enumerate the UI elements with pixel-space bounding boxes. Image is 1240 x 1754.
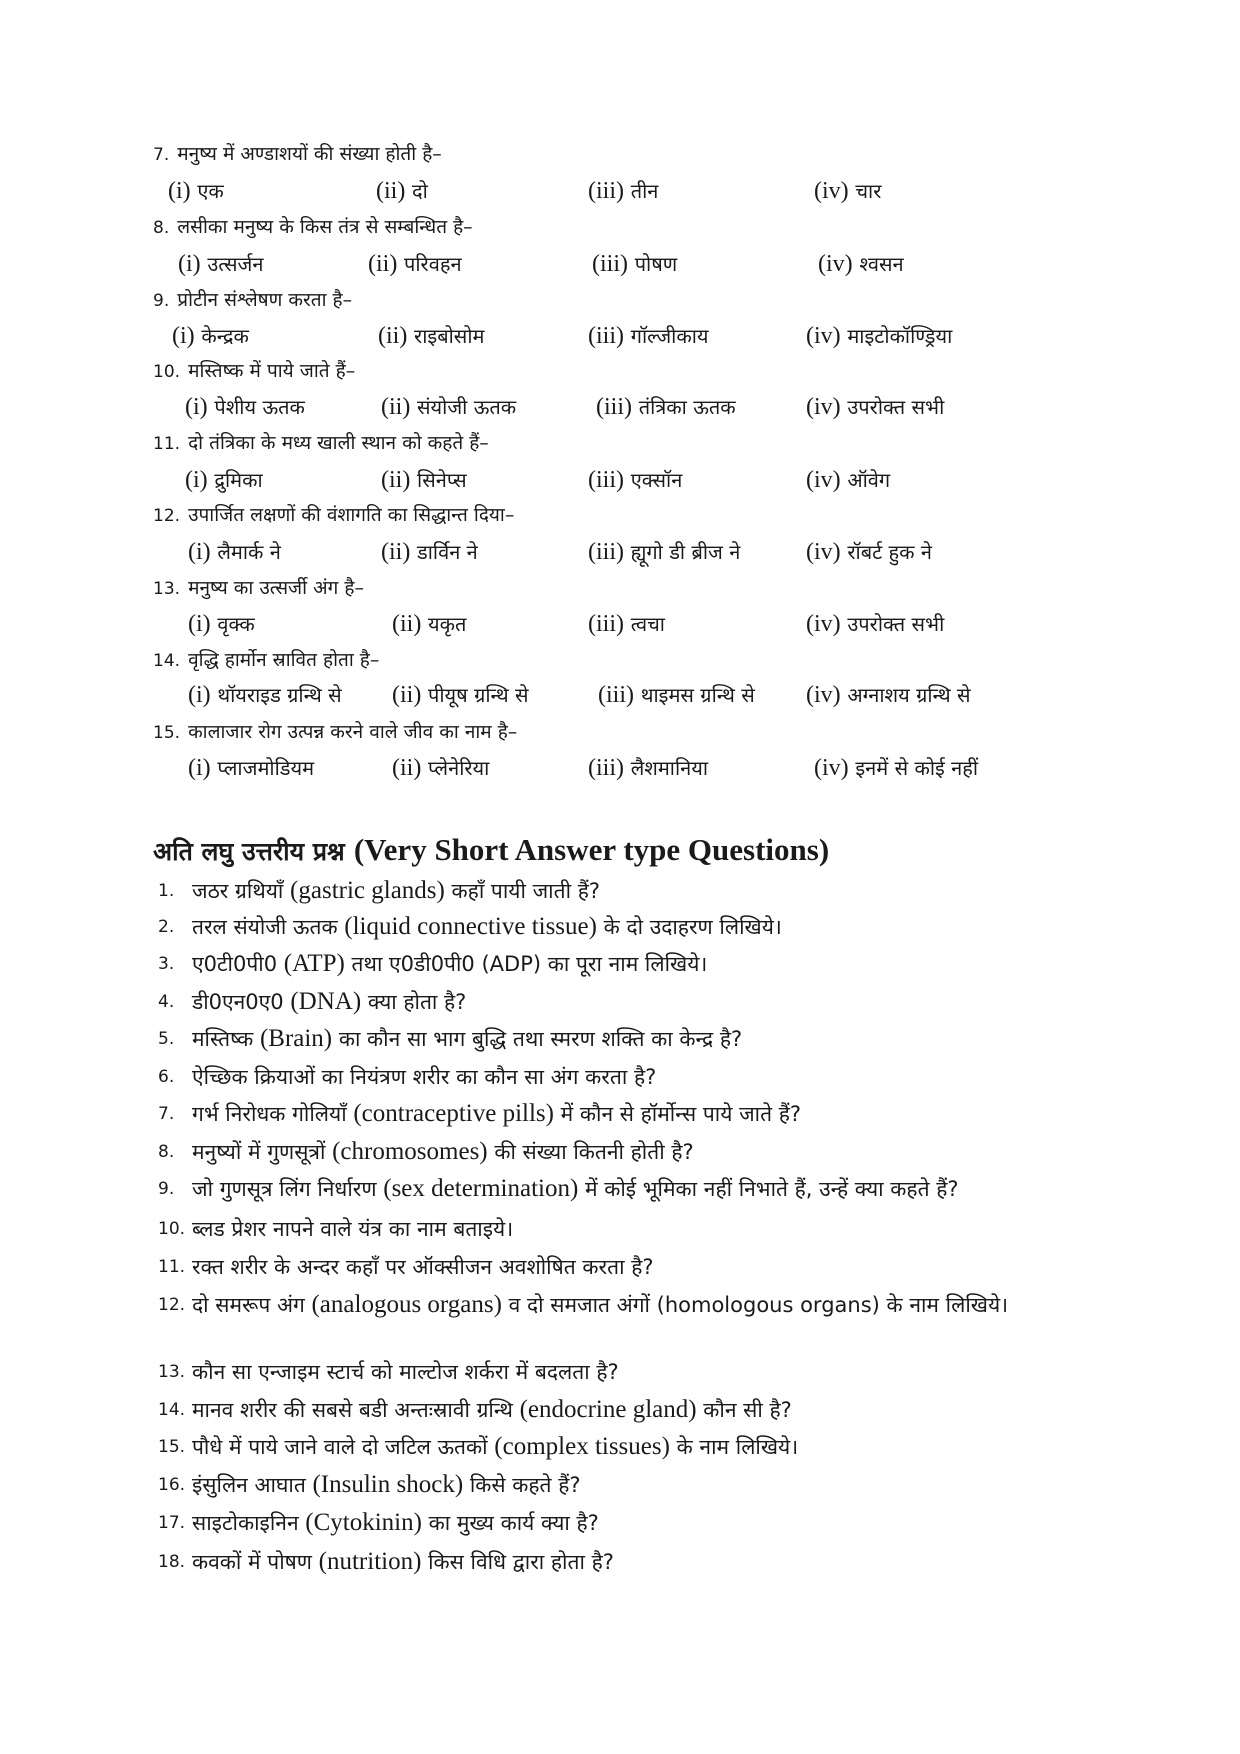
vsa-text [192, 1022, 1118, 1056]
vsa-text-english: (Cytokinin) [305, 1509, 422, 1536]
vsa-number: 5. [158, 1029, 175, 1049]
option-numeral: (i) [188, 682, 211, 708]
mcq-options [0, 680, 1240, 710]
question-number: 9. [153, 291, 170, 311]
mcq-option [172, 321, 249, 351]
mcq-option [592, 249, 677, 279]
vsa-text-rest: की संख्या कितनी होती है? [487, 1140, 694, 1164]
mcq-option [806, 465, 890, 495]
option-numeral: (i) [185, 394, 208, 420]
vsa-text-english: (Brain) [259, 1025, 333, 1052]
option-text: सिनेप्स [417, 468, 467, 492]
mcq-option [588, 465, 682, 495]
vsa-text-english: (chromosomes) [332, 1138, 488, 1165]
mcq-option [814, 176, 881, 206]
option-numeral: (iii) [588, 539, 624, 565]
option-numeral: (ii) [381, 539, 411, 565]
vsa-text-rest: तथा ए0डी0पी0 (ADP) का पूरा नाम लिखिये। [344, 952, 708, 976]
option-text: त्वचा [630, 612, 665, 636]
mcq-option [376, 176, 428, 206]
mcq-question [153, 287, 352, 314]
option-numeral: (ii) [381, 394, 411, 420]
vsa-text-hindi: इंसुलिन आघात [192, 1473, 313, 1497]
option-text: थॉयराइड ग्रन्थि से [217, 683, 342, 707]
vsa-number: 12. [158, 1295, 186, 1315]
mcq-option [588, 321, 709, 351]
vsa-text [192, 1212, 1118, 1246]
mcq-option [806, 321, 952, 351]
vsa-text-rest: के नाम लिखिये। [669, 1435, 799, 1459]
question-number: 14. [153, 651, 181, 671]
vsa-text [192, 1097, 1118, 1131]
option-text: यकृत [428, 612, 467, 636]
mcq-question [153, 358, 355, 385]
mcq-question [153, 214, 473, 241]
vsa-number: 10. [158, 1219, 186, 1239]
question-number: 12. [153, 506, 181, 526]
option-numeral: (iv) [806, 611, 841, 637]
mcq-question [153, 502, 514, 529]
option-numeral: (ii) [368, 251, 398, 277]
vsa-text-rest: कहाँ पायी जाती हैं? [444, 879, 600, 903]
option-text: पेशीय ऊतक [214, 395, 305, 419]
mcq-option [381, 465, 467, 495]
vsa-text [192, 947, 1118, 981]
question-text: दो तंत्रिका के मध्य खाली स्थान को कहते हैं– [188, 432, 489, 454]
vsa-text-hindi: साइटोकाइनिन [192, 1511, 306, 1535]
vsa-text-hindi: पौधे में पाये जाने वाले दो जटिल ऊतकों [192, 1435, 495, 1459]
vsa-text [192, 1250, 1118, 1284]
mcq-option [392, 609, 466, 639]
question-text: लसीका मनुष्य के किस तंत्र से सम्बन्धित है– [177, 216, 473, 238]
option-text: एक्सॉन [630, 468, 683, 492]
vsa-text-hindi: गर्भ निरोधक गोलियाँ [192, 1102, 354, 1126]
vsa-text-hindi: जो गुणसूत्र लिंग निर्धारण [192, 1177, 384, 1201]
vsa-text-hindi: मानव शरीर की सबसे बडी अन्तःस्रावी ग्रन्थि [192, 1398, 520, 1422]
question-text: मनुष्य में अण्डाशयों की संख्या होती है– [177, 143, 442, 165]
question-text: कालाजार रोग उत्पन्न करने वाले जीव का नाम है– [188, 721, 518, 743]
question-number: 7. [153, 145, 170, 165]
option-text: उपरोक्त सभी [847, 395, 945, 419]
vsa-text-hindi: जठर ग्रथियाँ [192, 879, 291, 903]
vsa-text [192, 1135, 1118, 1169]
option-text: इनमें से कोई नहीं [855, 756, 979, 780]
mcq-option [814, 753, 978, 783]
mcq-option [188, 753, 314, 783]
vsa-text-rest: किसे कहते हैं? [463, 1473, 581, 1497]
vsa-number: 3. [158, 954, 175, 974]
option-text: उपरोक्त सभी [847, 612, 945, 636]
option-text: परिवहन [404, 252, 462, 276]
option-numeral: (iii) [588, 611, 624, 637]
vsa-text-english: (Insulin shock) [312, 1471, 464, 1498]
vsa-number: 4. [158, 992, 175, 1012]
vsa-text [192, 874, 1118, 908]
vsa-text-hindi: ए0टी0पी0 [192, 952, 284, 976]
question-number: 13. [153, 579, 181, 599]
vsa-text [192, 1172, 1118, 1206]
option-text: डार्विन ने [417, 540, 478, 564]
option-numeral: (i) [178, 251, 201, 277]
question-text: वृद्धि हार्मोन स्रावित होता है– [188, 649, 380, 671]
vsa-number: 7. [158, 1104, 175, 1124]
mcq-option [818, 249, 904, 279]
option-text: राइबोसोम [414, 324, 485, 348]
vsa-heading-hindi: अति लघु उत्तरीय प्रश्न [153, 837, 345, 866]
mcq-option [381, 537, 478, 567]
option-text: चार [855, 179, 882, 203]
option-text: संयोजी ऊतक [417, 395, 517, 419]
option-text: पोषण [634, 252, 678, 276]
option-numeral: (i) [188, 755, 211, 781]
vsa-number: 11. [158, 1257, 186, 1277]
vsa-text-english: (analogous organs) [311, 1291, 502, 1318]
vsa-text [192, 1468, 1118, 1502]
vsa-number: 13. [158, 1362, 186, 1382]
option-text: प्लाजमोडियम [217, 756, 315, 780]
option-text: तंत्रिका ऊतक [638, 395, 736, 419]
option-numeral: (ii) [392, 682, 422, 708]
option-numeral: (iii) [588, 323, 624, 349]
option-numeral: (i) [188, 539, 211, 565]
vsa-text-english: (contraceptive pills) [353, 1100, 554, 1127]
mcq-option [588, 176, 658, 206]
mcq-option [806, 680, 971, 710]
option-numeral: (iv) [806, 682, 841, 708]
vsa-text-english: (complex tissues) [494, 1433, 670, 1460]
vsa-text-hindi: कवकों में पोषण [192, 1550, 319, 1574]
vsa-text [192, 1288, 1118, 1322]
vsa-text [192, 985, 1118, 1019]
mcq-option [368, 249, 462, 279]
mcq-options [0, 753, 1240, 783]
vsa-question [158, 1288, 1118, 1356]
vsa-text-hindi: डी0एन0ए0 [192, 990, 291, 1014]
vsa-text [192, 1430, 1118, 1464]
vsa-number: 18. [158, 1552, 186, 1572]
vsa-number: 15. [158, 1437, 186, 1457]
vsa-number: 1. [158, 881, 175, 901]
option-numeral: (iv) [814, 755, 849, 781]
mcq-option [178, 249, 263, 279]
option-numeral: (iv) [814, 178, 849, 204]
mcq-question [153, 141, 442, 168]
option-numeral: (iv) [818, 251, 853, 277]
mcq-option [188, 537, 281, 567]
option-text: तीन [630, 179, 659, 203]
mcq-option [188, 609, 255, 639]
option-text: गॉल्जीकाय [630, 324, 709, 348]
mcq-options [0, 392, 1240, 422]
vsa-number: 6. [158, 1067, 175, 1087]
mcq-question [153, 430, 489, 457]
mcq-option [392, 680, 529, 710]
vsa-text-hindi: कौन सा एन्जाइम स्टार्च को माल्टोज शर्करा में बदलता है? [192, 1360, 619, 1384]
question-text: प्रोटीन संश्लेषण करता है– [177, 289, 353, 311]
question-text: उपार्जित लक्षणों की वंशागति का सिद्धान्त दिया– [188, 504, 515, 526]
vsa-number: 9. [158, 1179, 175, 1199]
option-numeral: (iii) [596, 394, 632, 420]
vsa-text-english: (liquid connective tissue) [344, 913, 597, 940]
mcq-option [392, 753, 489, 783]
option-text: ऑवेग [847, 468, 891, 492]
mcq-question [153, 719, 517, 746]
option-text: एक [197, 179, 224, 203]
vsa-text-english: (gastric glands) [290, 877, 445, 904]
option-numeral: (ii) [392, 611, 422, 637]
vsa-text-rest: क्या होता है? [361, 990, 467, 1014]
vsa-text [192, 910, 1118, 944]
mcq-option [588, 753, 708, 783]
vsa-text-english: (ATP) [283, 950, 345, 977]
option-numeral: (ii) [378, 323, 408, 349]
vsa-number: 14. [158, 1400, 186, 1420]
option-text: दो [412, 179, 428, 203]
vsa-text-rest: का मुख्य कार्य क्या है? [421, 1511, 599, 1535]
option-numeral: (ii) [381, 467, 411, 493]
option-numeral: (i) [185, 467, 208, 493]
option-text: उत्सर्जन [207, 252, 264, 276]
option-numeral: (iii) [598, 682, 634, 708]
vsa-number: 16. [158, 1475, 186, 1495]
option-text: प्लेनेरिया [428, 756, 490, 780]
option-numeral: (iii) [588, 755, 624, 781]
option-text: केन्द्रक [201, 324, 249, 348]
vsa-text-hindi: ब्लड प्रेशर नापने वाले यंत्र का नाम बताइये। [192, 1217, 514, 1241]
vsa-text-english: (DNA) [290, 988, 362, 1015]
vsa-text-rest: में कोई भूमिका नहीं निभाते हैं, उन्हें क्या कहते हैं? [578, 1177, 959, 1201]
option-text: लैशमानिया [630, 756, 709, 780]
vsa-text-hindi: रक्त शरीर के अन्दर कहाँ पर ऑक्सीजन अवशोषित करता है? [192, 1255, 654, 1279]
option-text: श्वसन [859, 252, 904, 276]
mcq-options [0, 176, 1240, 206]
vsa-text [192, 1060, 1118, 1094]
option-text: अग्नाशय ग्रन्थि से [847, 683, 971, 707]
vsa-text-english: (endocrine gland) [519, 1396, 697, 1423]
vsa-text-hindi: मस्तिष्क [192, 1027, 260, 1051]
option-numeral: (ii) [392, 755, 422, 781]
option-numeral: (i) [172, 323, 195, 349]
vsa-text [192, 1393, 1118, 1427]
option-text: थाइमस ग्रन्थि से [640, 683, 755, 707]
vsa-text-english: (nutrition) [318, 1548, 422, 1575]
option-numeral: (iii) [588, 178, 624, 204]
option-text: ह्यूगो डी ब्रीज ने [630, 540, 741, 564]
vsa-text-rest: में कौन से हॉर्मोन्स पाये जाते हैं? [553, 1102, 802, 1126]
option-numeral: (iii) [588, 467, 624, 493]
mcq-option [806, 392, 944, 422]
option-numeral: (iv) [806, 394, 841, 420]
vsa-text [192, 1545, 1118, 1579]
option-numeral: (ii) [376, 178, 406, 204]
vsa-text-rest: कौन सी है? [696, 1398, 792, 1422]
option-numeral: (i) [168, 178, 191, 204]
vsa-heading-english: (Very Short Answer type Questions) [353, 832, 830, 867]
option-numeral: (iii) [592, 251, 628, 277]
vsa-number: 2. [158, 917, 175, 937]
vsa-text [192, 1355, 1118, 1389]
mcq-option [381, 392, 516, 422]
mcq-option [168, 176, 224, 206]
option-numeral: (iv) [806, 467, 841, 493]
mcq-option [588, 537, 740, 567]
vsa-text [192, 1506, 1118, 1540]
vsa-text-rest: किस विधि द्वारा होता है? [421, 1550, 614, 1574]
option-numeral: (iv) [806, 539, 841, 565]
option-text: द्रुमिका [214, 468, 263, 492]
vsa-text-hindi: ऐच्छिक क्रियाओं का नियंत्रण शरीर का कौन सा अंग करता है? [192, 1065, 657, 1089]
mcq-option [598, 680, 755, 710]
mcq-option [588, 609, 665, 639]
question-number: 8. [153, 218, 170, 238]
vsa-text-hindi: तरल संयोजी ऊतक [192, 915, 345, 939]
question-number: 11. [153, 434, 181, 454]
question-text: मनुष्य का उत्सर्जी अंग है– [188, 577, 364, 599]
vsa-text-hindi: दो समरूप अंग [192, 1293, 312, 1317]
vsa-text-hindi: मनुष्यों में गुणसूत्रों [192, 1140, 333, 1164]
mcq-option [596, 392, 736, 422]
option-numeral: (i) [188, 611, 211, 637]
mcq-option [806, 609, 944, 639]
vsa-text-rest: व दो समजात अंगों (homologous organs) के नाम लिखिये। [501, 1293, 1009, 1317]
mcq-option [188, 680, 342, 710]
question-number: 10. [153, 362, 181, 382]
vsa-text-english: (sex determination) [383, 1175, 579, 1202]
mcq-option [185, 392, 305, 422]
mcq-question [153, 575, 364, 602]
option-text: पीयूष ग्रन्थि से [428, 683, 529, 707]
mcq-options [0, 249, 1240, 279]
option-text: वृक्क [217, 612, 255, 636]
mcq-option [378, 321, 484, 351]
mcq-options [0, 465, 1240, 495]
mcq-option [185, 465, 263, 495]
option-text: माइटोकॉण्ड्रिया [847, 324, 953, 348]
question-number: 15. [153, 723, 181, 743]
question-text: मस्तिष्क में पाये जाते हैं– [188, 360, 356, 382]
vsa-text-rest: के दो उदाहरण लिखिये। [596, 915, 782, 939]
vsa-number: 8. [158, 1142, 175, 1162]
mcq-options [0, 321, 1240, 351]
option-text: रॉबर्ट हुक ने [847, 540, 932, 564]
vsa-text-rest: का कौन सा भाग बुद्धि तथा स्मरण शक्ति का केन्द्र है? [332, 1027, 743, 1051]
mcq-options [0, 609, 1240, 639]
mcq-option [806, 537, 932, 567]
mcq-options [0, 537, 1240, 567]
option-numeral: (iv) [806, 323, 841, 349]
mcq-question [153, 647, 379, 674]
vsa-heading [153, 832, 829, 870]
vsa-number: 17. [158, 1513, 186, 1533]
option-text: लैमार्क ने [217, 540, 281, 564]
